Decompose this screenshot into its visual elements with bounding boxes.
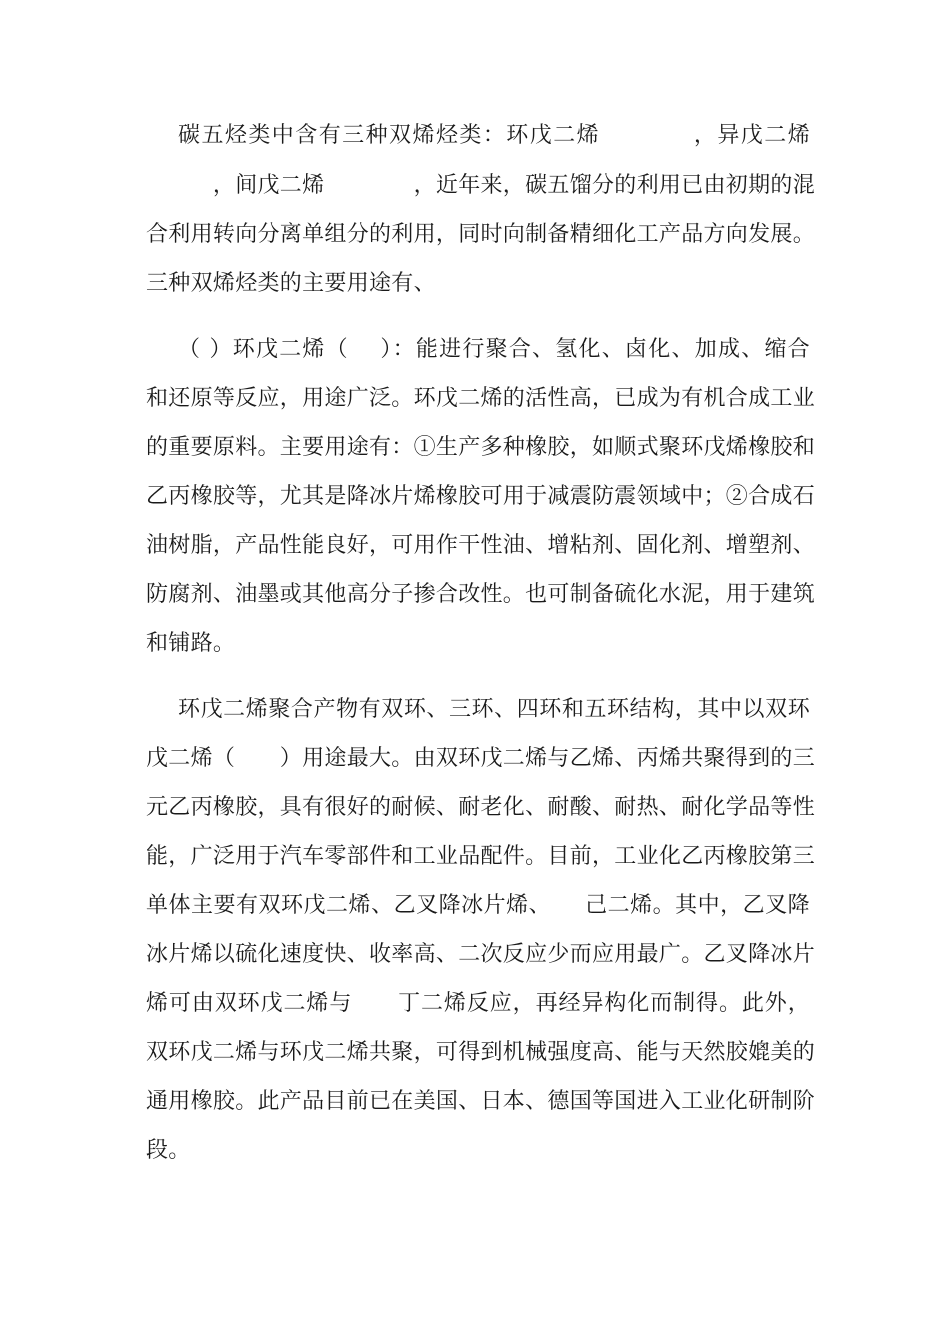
text-line: 乙丙橡胶等，尤其是降冰片烯橡胶可用于减震防震领域中；②合成石 bbox=[146, 484, 816, 509]
text-line: 和铺路。 bbox=[146, 631, 236, 656]
text-line: 和还原等反应，用途广泛。环戊二烯的活性高，已成为有机合成工业 bbox=[146, 386, 816, 411]
text-line: 单体主要有双环戊二烯、乙叉降冰片烯、 己二烯。其中，乙叉降 bbox=[146, 893, 810, 918]
text-line: ，间戊二烯 ，近年来，碳五馏分的利用已由初期的混 bbox=[146, 173, 816, 198]
text-line: 双环戊二烯与环戊二烯共聚，可得到机械强度高、能与天然胶媲美的 bbox=[146, 1040, 816, 1065]
text-line: 冰片烯以硫化速度快、收率高、二次反应少而应用最广。乙叉降冰片 bbox=[146, 942, 816, 967]
text-line: 碳五烃类中含有三种双烯烃类：环戊二烯 ，异戊二烯 bbox=[178, 123, 810, 148]
text-line: 三种双烯烃类的主要用途有、 bbox=[146, 271, 436, 296]
text-line: （ ）环戊二烯（ ）：能进行聚合、氢化、卤化、加成、缩合 bbox=[178, 337, 810, 362]
text-line: 的重要原料。主要用途有：①生产多种橡胶，如顺式聚环戊烯橡胶和 bbox=[146, 435, 816, 460]
text-line: 段。 bbox=[146, 1138, 191, 1163]
text-line: 防腐剂、油墨或其他高分子掺合改性。也可制备硫化水泥，用于建筑 bbox=[146, 582, 816, 607]
text-line: 戊二烯（ ）用途最大。由双环戊二烯与乙烯、丙烯共聚得到的三 bbox=[146, 746, 816, 771]
text-line: 通用橡胶。此产品目前已在美国、日本、德国等国进入工业化研制阶 bbox=[146, 1089, 816, 1114]
text-line: 烯可由双环戊二烯与 丁二烯反应，再经异构化而制得。此外， bbox=[146, 991, 810, 1016]
text-line: 油树脂，产品性能良好，可用作干性油、增粘剂、固化剂、增塑剂、 bbox=[146, 533, 816, 558]
text-line: 合利用转向分离单组分的利用，同时向制备精细化工产品方向发展。 bbox=[146, 222, 816, 247]
text-line: 元乙丙橡胶，具有很好的耐候、耐老化、耐酸、耐热、耐化学品等性 bbox=[146, 795, 816, 820]
text-line: 环戊二烯聚合产物有双环、三环、四环和五环结构，其中以双环 bbox=[178, 697, 810, 722]
text-line: 能，广泛用于汽车零部件和工业品配件。目前，工业化乙丙橡胶第三 bbox=[146, 844, 816, 869]
